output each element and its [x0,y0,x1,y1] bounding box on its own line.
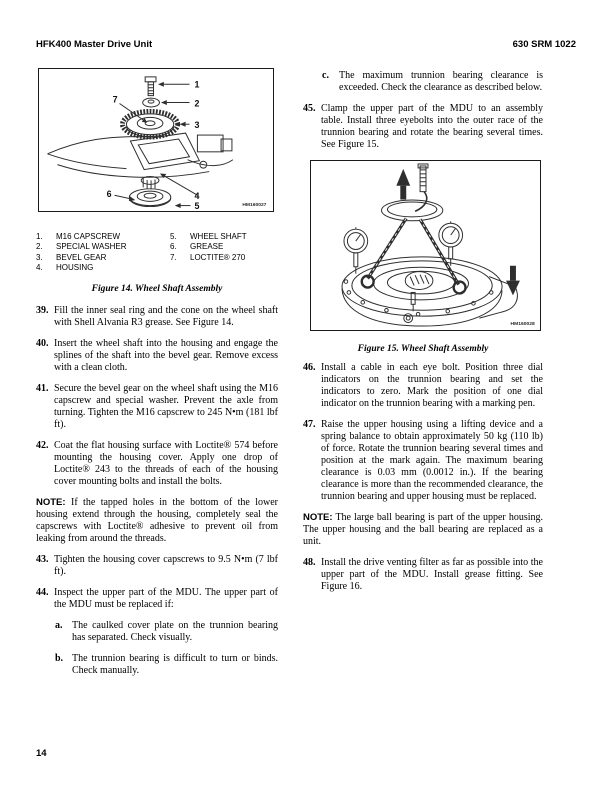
trunnion-bearing-housing-drawing [342,257,517,326]
figure15-image [310,160,541,331]
legend-item: 3. BEVEL GEAR [36,252,107,262]
note-2: NOTE: The large ball bearing is part of the upper housing. The upper housing and the ball bearing are replaced as a unit. [303,512,543,547]
step-42: 42. Coat the flat housing surface with Loctite® 574 before mounting the housing cover. Apply one drop of Loctite® 243 to the threads of each of the housing cover mounting bolts and install the bolts. [36,440,278,487]
dial-indicator-left [344,227,368,273]
down-arrow [506,266,520,296]
wheel-shaft-exploded-drawing [39,69,273,211]
bevel-gear-drawing [122,111,177,137]
step-46: 46. Install a cable in each eye bolt. Position three dial indicators on the trunnion bearing and set the indicators to zero. Mark the position of one dial indicator on the trunnion bearing with a marking pen. [303,362,543,409]
header-doc-number: 630 SRM 1022 [512,39,576,50]
callout-1: 1 [194,79,200,90]
step-44: 44. Inspect the upper part of the MDU. The upper part of the MDU must be replaced if: [36,587,278,610]
figure14-caption: Figure 14. Wheel Shaft Assembly [91,284,223,294]
step-44c: c. The maximum trunnion bearing clearance is exceeded. Check the clearance as described below. [322,70,543,93]
figure15-image-code: HM160028 [510,322,535,328]
right-column [303,70,543,602]
figure14-image-code: HM160027 [242,203,267,209]
step-47: 47. Raise the upper housing using a lifting device and a spring balance to obtain approximately 50 kg (110 lb) of force. Rotate the trunnion bearing several times and position at the mark again. The maximum bearing clearance is 0.03 mm (0.0012 in.). If the bearing clearance is more than the recommended clearance, the trunnion bearing and upper housing must be replaced. [303,419,543,502]
step-45: 45. Clamp the upper part of the MDU to an assembly table. Install three eyebolts into the outer race of the trunnion bearing and rotate the bearing several times. See Figure 15. [303,103,543,150]
left-column [36,68,278,686]
legend-item: 6. GREASE [170,242,224,252]
washer-drawing [143,98,160,107]
legend-item: 5. WHEEL SHAFT [170,232,247,241]
page-number: 14 [36,748,47,759]
callout-4: 4 [194,191,200,202]
callout-5: 5 [194,201,200,211]
callout-2: 2 [194,98,200,109]
step-41: 41. Secure the bevel gear on the wheel shaft using the M16 capscrew and special washer. Prevent the axle from turning. Tighten the M16 capscrew to 245 N•m (181 lbf ft). [36,383,278,430]
callout-6: 6 [106,189,112,200]
legend-item: 2. SPECIAL WASHER [36,242,127,252]
legend-item: 7. LOCTITE® 270 [170,252,246,262]
header-title: HFK400 Master Drive Unit [36,39,153,50]
capscrew-drawing [145,77,156,96]
step-48: 48. Install the drive venting filter as far as possible into the upper part of the MDU. Install grease fitting. See Figure 16. [303,557,543,592]
lifting-hook-drawing [382,164,443,221]
callout-7: 7 [112,94,118,105]
callout-3: 3 [194,120,200,131]
lifting-chains-drawing [362,218,466,293]
up-arrow [396,169,410,200]
note-1: NOTE: If the tapped holes in the bottom of the lower housing extend through the housing, completely seal the capscrews with Loctite® adhesive to prevent oil from leaking from around the threads. [36,497,278,544]
figure15-caption: Figure 15. Wheel Shaft Assembly [357,344,489,354]
step-44a: a. The caulked cover plate on the trunnion bearing has separated. Check visually. [55,620,278,643]
step-39: 39. Fill the inner seal ring and the cone on the wheel shaft with Shell Alvania R3 grease. See Figure 14. [36,305,278,328]
wheel-shaft-drawing [129,176,170,206]
housing-drawing [48,133,233,177]
step-44b: b. The trunnion bearing is difficult to turn or binds. Check manually. [55,653,278,676]
legend-item: 4. HOUSING [36,263,94,273]
step-40: 40. Insert the wheel shaft into the housing and engage the splines of the shaft into the bevel gear. Remove excess with a clean cloth. [36,338,278,373]
legend-item: 1. M16 CAPSCREW [36,232,121,241]
figure14-legend [36,232,278,274]
bearing-clearance-check-drawing [311,161,540,330]
step-43: 43. Tighten the housing cover capscrews to 9.5 N•m (7 lbf ft). [36,554,278,577]
dial-indicator-front [411,292,415,311]
figure14-image [38,68,274,212]
